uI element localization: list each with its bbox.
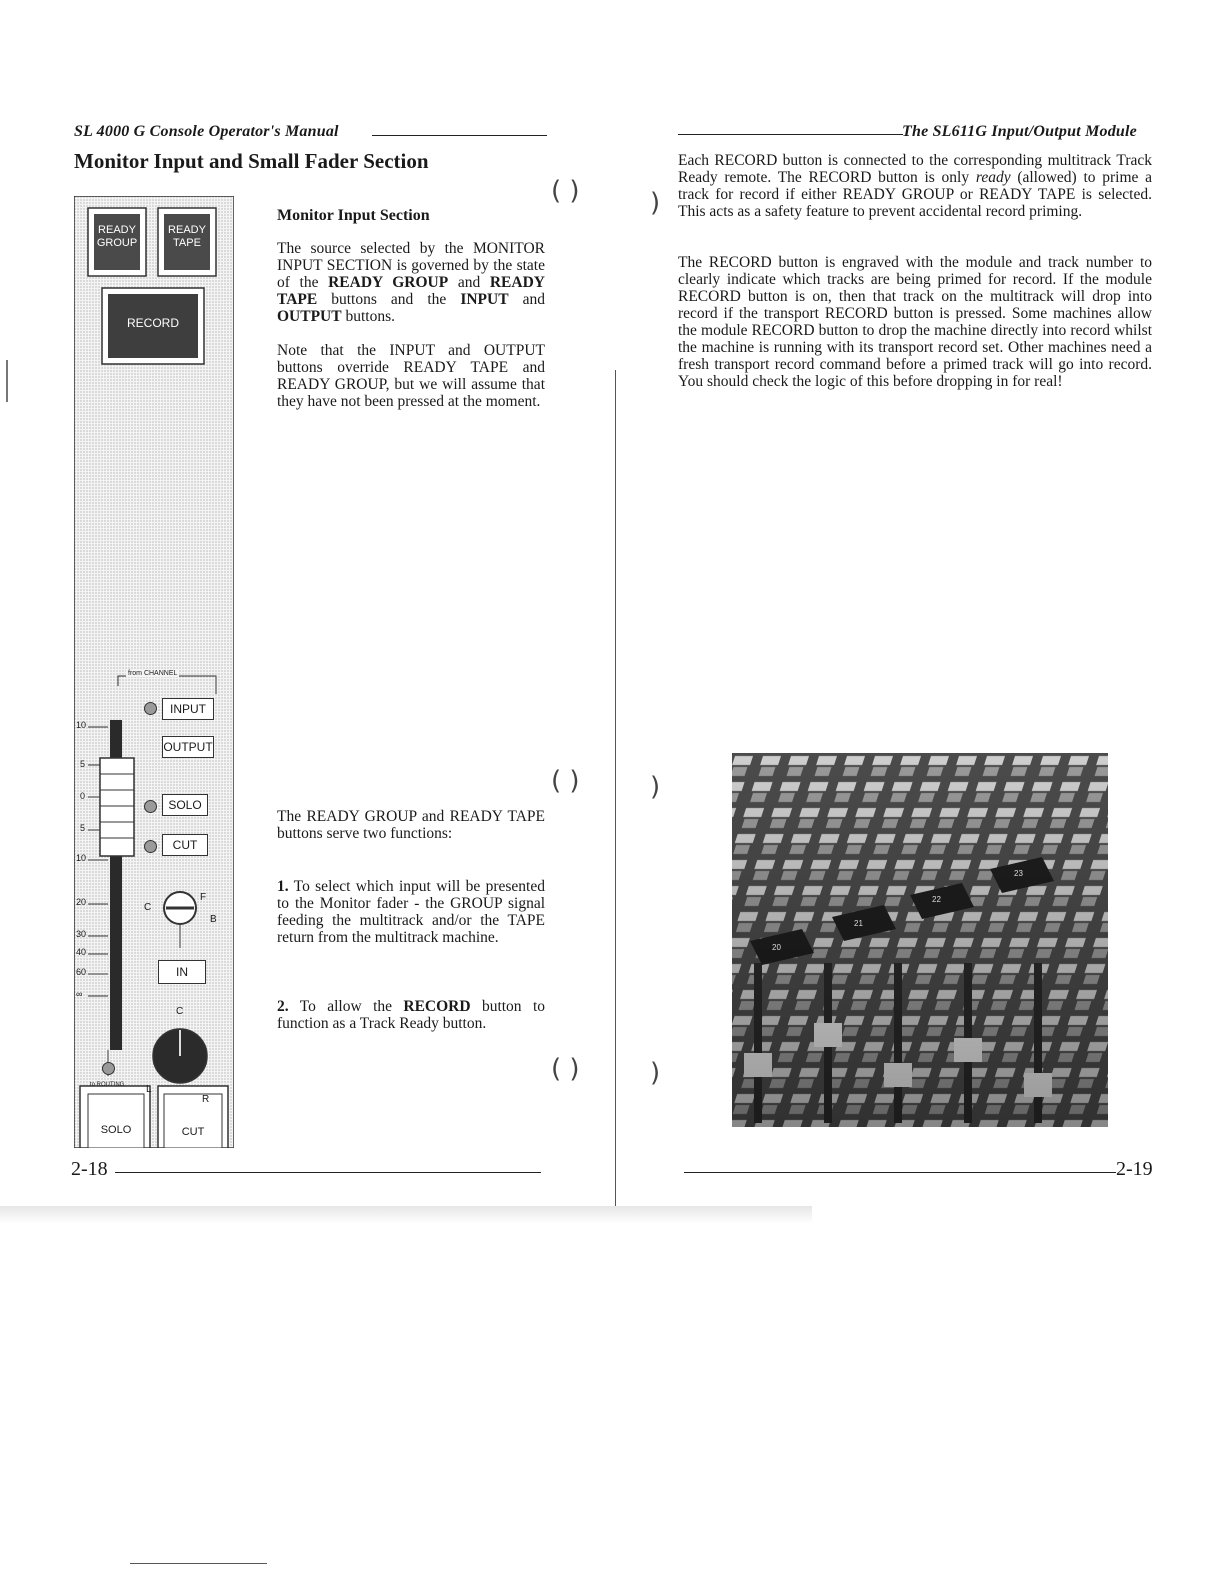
scale-label: 40 bbox=[76, 947, 87, 957]
pan-knob[interactable] bbox=[153, 1029, 207, 1083]
paragraph-3: The READY GROUP and READY TAPE buttons serve two functions: bbox=[277, 808, 545, 842]
knob2-l-label: L bbox=[146, 1084, 152, 1095]
console-strip-illustration bbox=[74, 196, 234, 1148]
right-running-header: The SL611G Input/Output Module bbox=[902, 123, 1137, 140]
section-title: Monitor Input and Small Fader Section bbox=[74, 149, 429, 173]
in-button[interactable]: IN bbox=[158, 960, 206, 984]
ready-group-button[interactable] bbox=[94, 224, 140, 250]
scale-label: ∞ bbox=[76, 989, 83, 999]
paragraph-2: Note that the INPUT and OUTPUT buttons override READY TAPE and READY GROUP, but we will assume that they have not been pressed at the moment. bbox=[277, 342, 545, 410]
photo-channel-label: 20 bbox=[772, 943, 781, 952]
binder-hole-icon: ( ) bbox=[551, 766, 580, 796]
knob2-r-label: R bbox=[202, 1094, 210, 1105]
scale-label: 10 bbox=[76, 853, 87, 863]
right-paragraph-2: The RECORD button is engraved with the module and track number to clearly indicate which tracks are being primed for record. If the module RECORD button is on, then that track on the multitrack will drop into record if the transport RECORD button is pressed. Some machines allow the module RECORD button to drop the machine directly into record whilst the machine is running with its transport record set. Other machines need a fresh transport record command before a primed track will go into record. You should check the logic of this before dropping in for real! bbox=[678, 254, 1152, 390]
p1-text-g: and bbox=[508, 291, 545, 308]
photo-channel-label: 23 bbox=[1014, 869, 1023, 878]
input-led bbox=[144, 702, 157, 715]
paragraph-1 bbox=[277, 240, 545, 325]
right-paragraph-1 bbox=[678, 152, 1152, 220]
photo-channel-label: 22 bbox=[932, 895, 941, 904]
ready-tape-label: READY TAPE bbox=[168, 224, 206, 249]
list-item-2 bbox=[277, 998, 545, 1032]
p1-bold-output: OUTPUT bbox=[277, 308, 342, 325]
photo-channel-label: 21 bbox=[854, 919, 863, 928]
p1-bold-ready-group: READY GROUP bbox=[328, 274, 449, 291]
p1-text-c: and bbox=[448, 274, 490, 291]
list-item-1-text: To select which input will be presented to the Monitor fader - the GROUP signal feeding the multitrack and/or the TAPE return from the multitrack machine. bbox=[277, 878, 545, 946]
from-channel-label: from CHANNEL bbox=[128, 670, 178, 677]
eq-knob[interactable] bbox=[164, 892, 196, 924]
right-page-number: 2-19 bbox=[1116, 1158, 1153, 1180]
list-item-2-number: 2. bbox=[277, 998, 289, 1015]
left-edge-mark bbox=[6, 360, 8, 402]
p1-bold-ready-tape: READY TAPE bbox=[277, 274, 545, 308]
right-header-rule bbox=[678, 134, 903, 135]
record-button[interactable] bbox=[108, 317, 198, 330]
rp1-text-b: (allowed) to prime a track for record if either READY GROUP or READY TAPE is selected. This acts as a safety feature to prevent accidental record priming. bbox=[678, 169, 1153, 220]
left-running-header: SL 4000 G Console Operator's Manual bbox=[74, 123, 339, 140]
rp1-emphasis-ready: ready bbox=[975, 169, 1011, 186]
binder-hole-icon: ( ) bbox=[551, 1054, 580, 1084]
p1-text-i: buttons. bbox=[341, 308, 395, 325]
left-header-rule bbox=[372, 135, 547, 136]
bottom-mark bbox=[130, 1563, 267, 1564]
knob1-b-label: B bbox=[210, 914, 217, 925]
left-footer-rule bbox=[115, 1172, 541, 1173]
p1-text-e: buttons and the bbox=[317, 291, 461, 308]
binder-hole-icon: ) bbox=[650, 772, 661, 802]
scale-label: 30 bbox=[76, 929, 87, 939]
scale-label: 0 bbox=[80, 791, 86, 801]
to-routing-label: to ROUTING bbox=[90, 1082, 125, 1088]
subheading: Monitor Input Section bbox=[277, 207, 430, 224]
right-footer-rule bbox=[684, 1172, 1116, 1173]
left-page-number: 2-18 bbox=[71, 1158, 108, 1180]
binder-hole-icon: ) bbox=[650, 188, 661, 218]
input-button[interactable]: INPUT bbox=[162, 698, 214, 720]
p1-bold-input: INPUT bbox=[460, 291, 509, 308]
console-photo-drawing bbox=[732, 753, 1108, 1127]
list-item-2-text-c: button to function as a Track Ready button. bbox=[277, 998, 545, 1032]
ready-group-label: READY GROUP bbox=[96, 224, 138, 249]
list-item-1-number: 1. bbox=[277, 878, 289, 895]
solo-led bbox=[144, 800, 157, 813]
solo-bottom-button[interactable]: SOLO bbox=[100, 1124, 132, 1136]
list-item-2-bold-record: RECORD bbox=[403, 998, 471, 1015]
cut-bottom-button[interactable]: CUT bbox=[181, 1126, 205, 1138]
record-label: RECORD bbox=[126, 316, 179, 330]
right-page bbox=[616, 0, 1224, 1584]
knob2-c-label: C bbox=[176, 1006, 184, 1017]
scale-label: 20 bbox=[76, 897, 87, 907]
list-item-2-text-a: To allow the bbox=[288, 998, 404, 1015]
binder-hole-icon: ( ) bbox=[551, 176, 580, 206]
scale-label: 5 bbox=[80, 759, 86, 769]
ready-tape-button[interactable] bbox=[164, 224, 210, 250]
cut-button[interactable]: CUT bbox=[162, 834, 208, 856]
p1-text-a: The source selected by the MONITOR INPUT SECTION is governed by the state of the bbox=[277, 240, 545, 291]
list-item-1 bbox=[277, 878, 545, 946]
cut-led bbox=[144, 840, 157, 853]
console-photo bbox=[732, 753, 1108, 1127]
solo-button[interactable]: SOLO bbox=[162, 794, 208, 816]
output-button[interactable]: OUTPUT bbox=[162, 736, 214, 758]
binder-hole-icon: ) bbox=[650, 1058, 661, 1088]
scale-label: 60 bbox=[76, 967, 87, 977]
rp1-text-a: Each RECORD button is connected to the corresponding multitrack Track Ready remote. The RECORD button is only bbox=[678, 152, 1152, 186]
knob1-c-label: C bbox=[144, 902, 152, 913]
routing-led bbox=[102, 1062, 115, 1075]
knob1-f-label: F bbox=[200, 892, 207, 903]
left-text-column bbox=[277, 207, 545, 410]
scale-label: 5 bbox=[80, 823, 86, 833]
scale-label: 10 bbox=[76, 720, 87, 730]
